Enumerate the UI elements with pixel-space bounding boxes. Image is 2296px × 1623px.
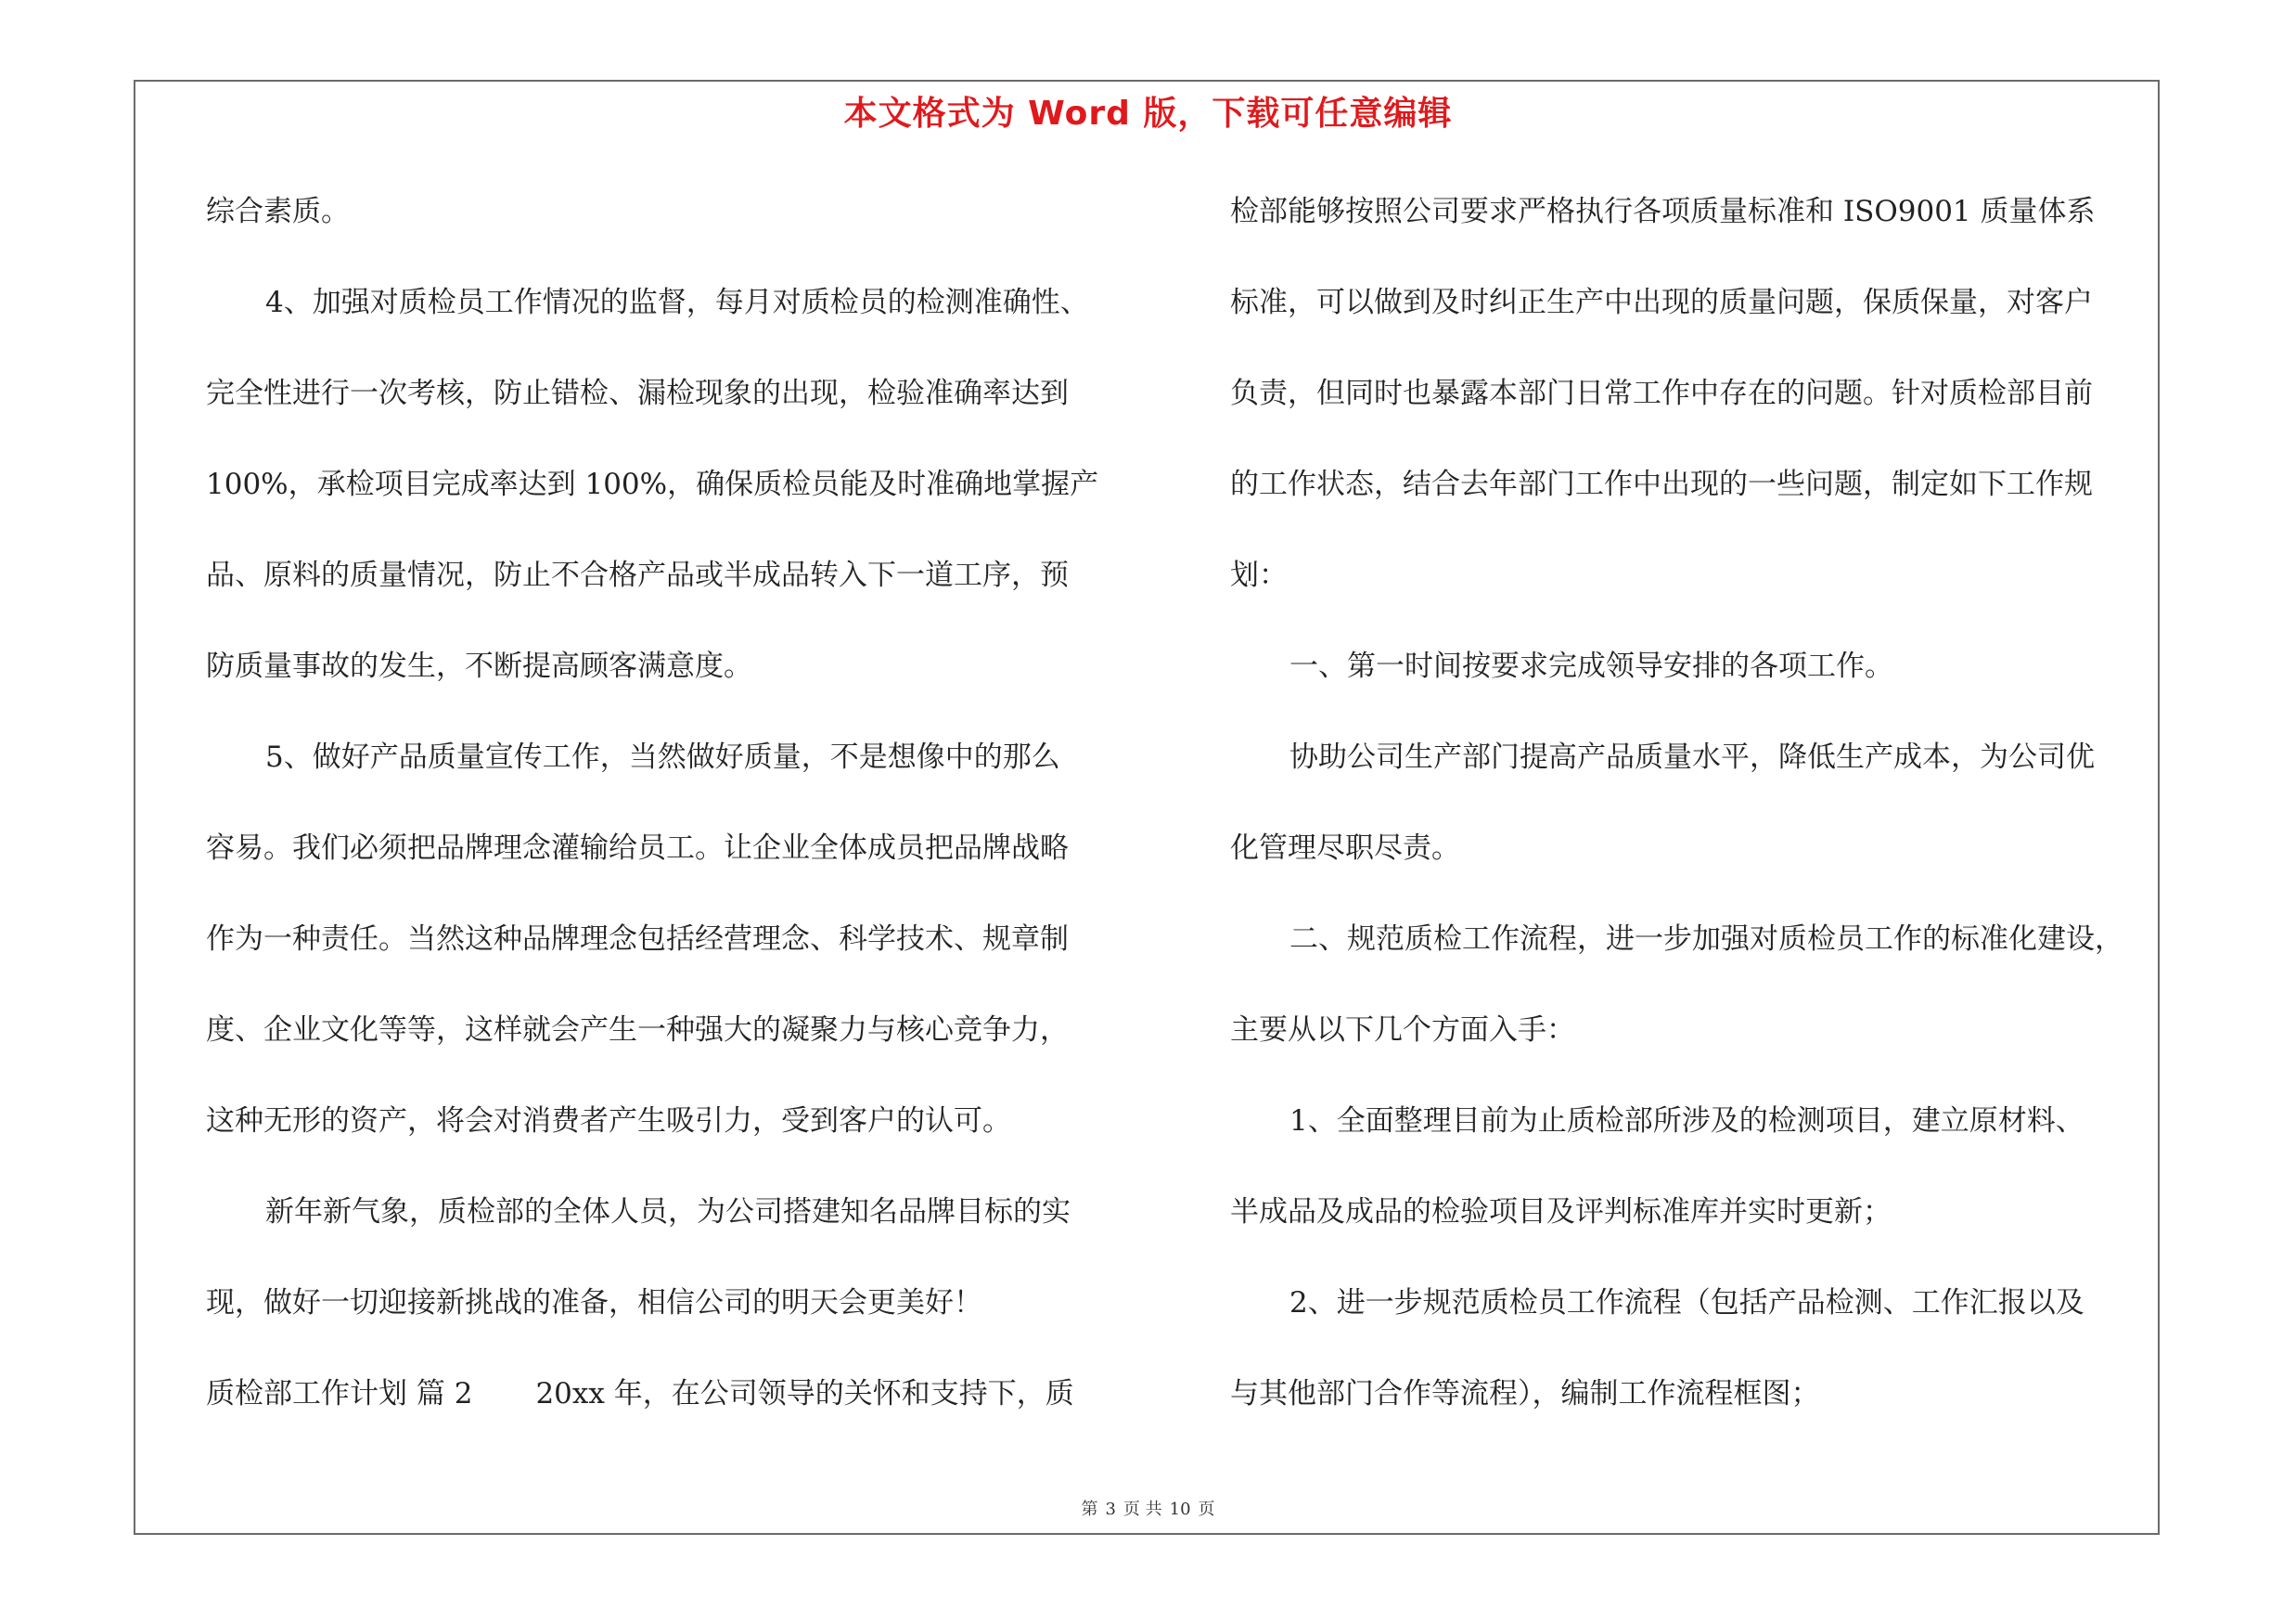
text-line [206,1364,1143,1455]
text-line: 2、进一步规范质检员工作流程（包括产品检测、工作汇报以及 [1289,1286,2084,1320]
text-line: 1、全面整理目前为止质检部所涉及的检测项目，建立原材料、 [1289,1104,2084,1138]
text-line: 作为一种责任。当然这种品牌理念包括经营理念、科学技术、规章制 [206,922,1069,956]
text-line: 半成品及成品的检验项目及评判标准库并实时更新； [1230,1195,1892,1229]
text-line: 容易。我们必须把品牌理念灌输给员工。让企业全体成员把品牌战略 [206,831,1069,865]
right-text-column [1230,182,2160,1455]
text-line: 综合素质。 [206,195,350,228]
page-number-footer [0,1496,2296,1520]
total-page-count: 10 [1169,1500,1191,1519]
text-line: 划： [1230,559,1288,592]
text-line: 检部能够按照公司要求严格执行各项质量标准和 ISO9001 质量体系 [1230,195,2096,228]
footer-suffix: 页 [1198,1500,1215,1519]
text-line: 与其他部门合作等流程），编制工作流程框图； [1230,1377,1820,1410]
left-text-column [206,182,1143,1455]
text-line: 协助公司生产部门提高产品质量水平，降低生产成本，为公司优 [1289,741,2095,774]
section-intro-text: 20xx 年，在公司领导的关怀和支持下，质 [535,1377,1074,1410]
text-line: 完全性进行一次考核，防止错检、漏检现象的出现，检验准确率达到 [206,377,1069,410]
format-notice-banner: 本文格式为 Word 版，下载可任意编辑 [843,95,1453,133]
text-line: 二、规范质检工作流程，进一步加强对质检员工作的标准化建设， [1289,922,2123,956]
text-line: 化管理尽职尽责。 [1230,831,1460,865]
current-page-number: 3 [1105,1500,1116,1519]
text-line: 品、原料的质量情况，防止不合格产品或半成品转入下一道工序，预 [206,559,1069,592]
text-line: 负责，但同时也暴露本部门日常工作中存在的问题。针对质检部目前 [1230,377,2093,410]
text-line: 一、第一时间按要求完成领导安排的各项工作。 [1289,650,1893,683]
text-line: 这种无形的资产，将会对消费者产生吸引力，受到客户的认可。 [206,1104,1011,1138]
footer-middle: 页 共 [1122,1500,1162,1519]
text-line: 的工作状态，结合去年部门工作中出现的一些问题，制定如下工作规 [1230,468,2093,501]
text-line: 主要从以下几个方面入手： [1230,1013,1575,1047]
text-line: 度、企业文化等等，这样就会产生一种强大的凝聚力与核心竞争力， [206,1013,1069,1047]
text-line: 标准，可以做到及时纠正生产中出现的质量问题，保质保量，对客户 [1230,286,2093,319]
text-line: 现，做好一切迎接新挑战的准备，相信公司的明天会更美好！ [206,1286,982,1320]
text-line: 100%，承检项目完成率达到 100%，确保质检员能及时准确地掌握产 [206,468,1099,501]
footer-prefix: 第 [1081,1500,1098,1519]
text-line: 新年新气象，质检部的全体人员，为公司搭建知名品牌目标的实 [265,1195,1071,1229]
text-line: 5、做好产品质量宣传工作，当然做好质量，不是想像中的那么 [265,741,1060,774]
text-line: 防质量事故的发生，不断提高顾客满意度。 [206,650,752,683]
text-line: 4、加强对质检员工作情况的监督，每月对质检员的检测准确性、 [265,286,1089,319]
section-heading: 质检部工作计划 篇 2 [206,1377,473,1410]
